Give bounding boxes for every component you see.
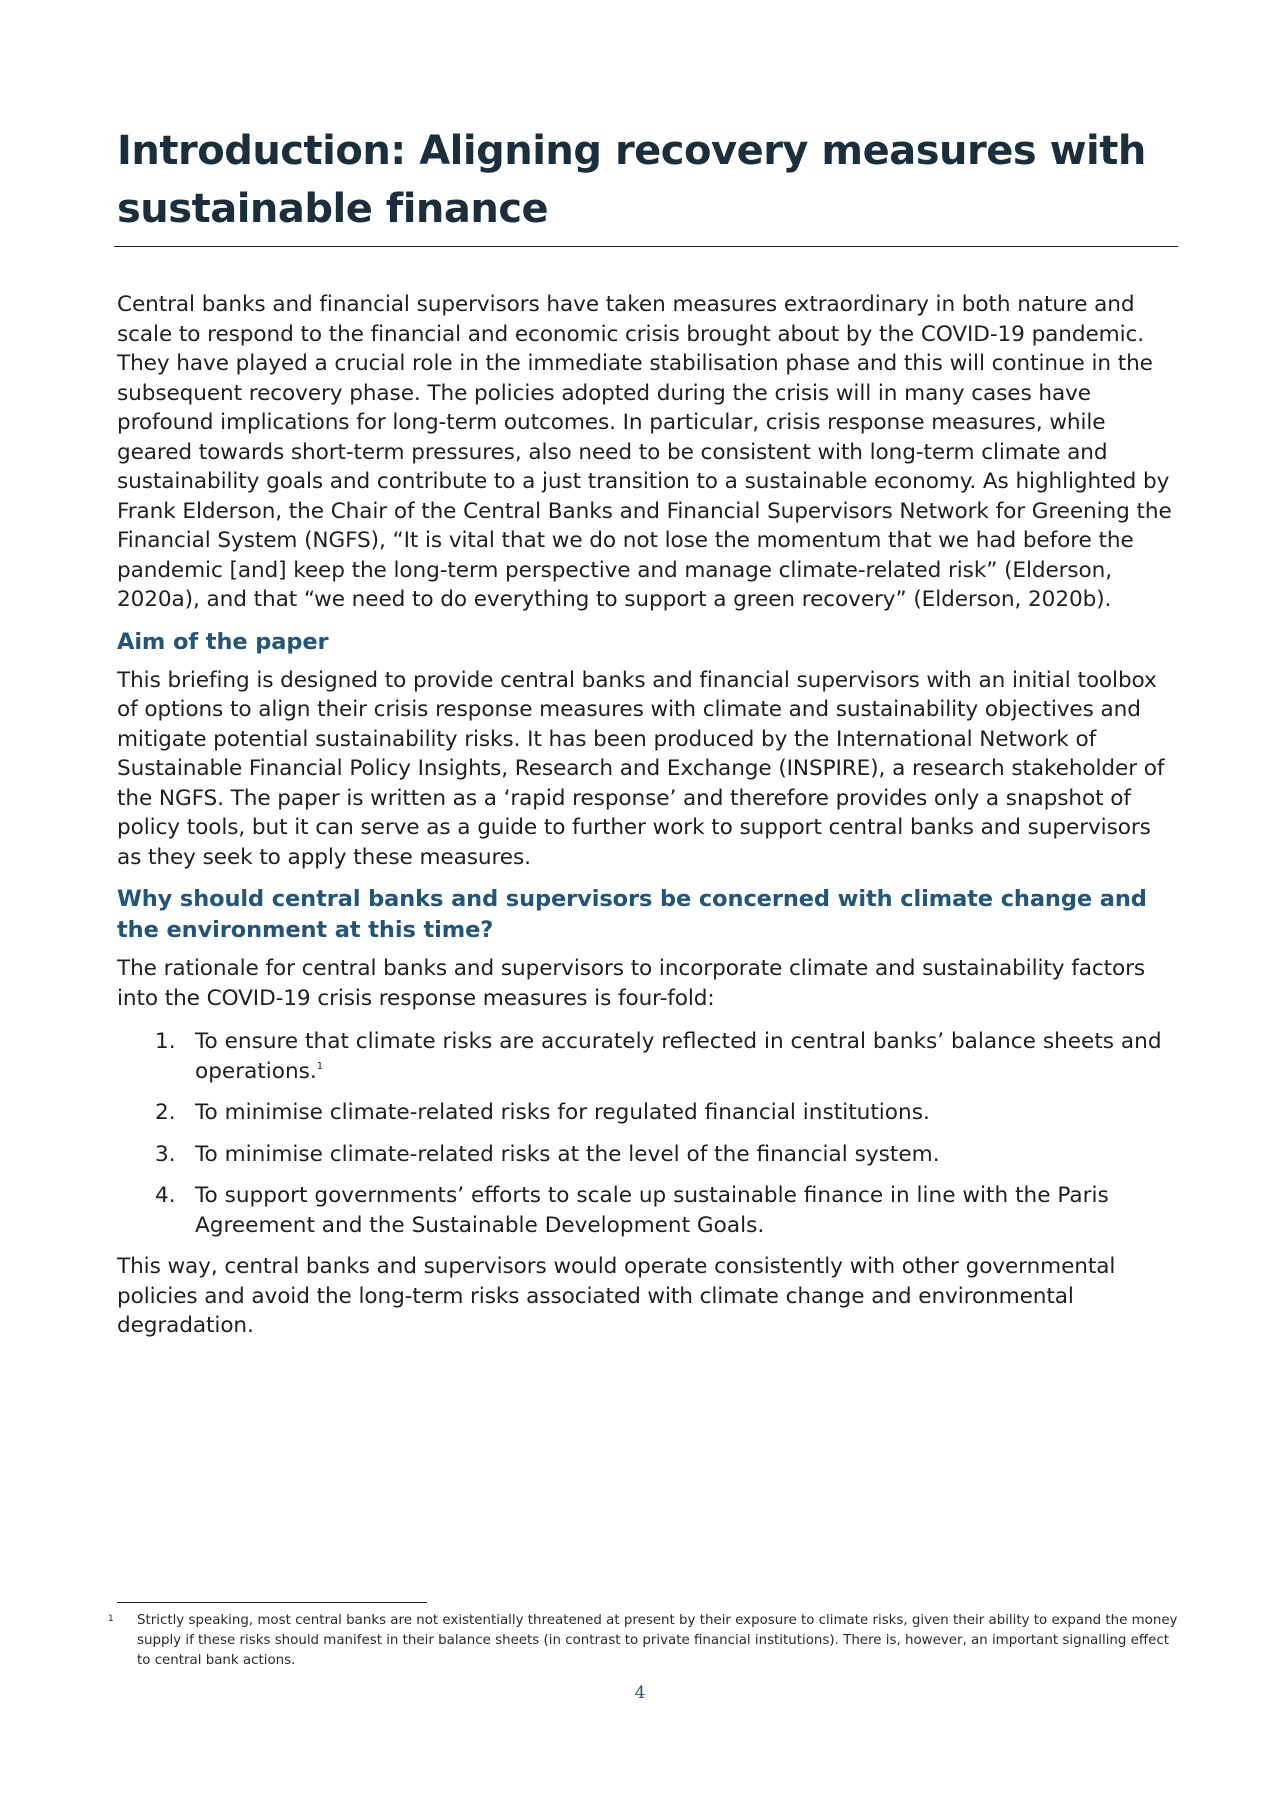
list-item [117,1027,1179,1086]
title-divider [114,246,1178,247]
list-item-text: To minimise climate-related risks at the level of the financial system. [195,1141,940,1167]
footnote-divider [117,1602,427,1603]
list-item-text: To minimise climate-related risks for regulated financial institutions. [195,1100,930,1125]
list-item-number: 2. [155,1100,176,1125]
list-item-number: 1. [155,1029,176,1054]
main-content [117,290,1179,1353]
closing-paragraph: This way, central banks and supervisors would operate consistently with other governmental policies and avoid the long-term risks associated with climate change and environmental degradation. [117,1254,1116,1338]
list-item [117,1140,1179,1170]
list-item-number: 4. [155,1183,176,1208]
list-item-text: To ensure that climate risks are accurately reflected in central banks’ balance sheets and operations. [195,1029,1162,1084]
aim-paragraph: This briefing is designed to provide central banks and financial supervisors with an initial toolbox of options to align their crisis response measures with climate and sustainability objectives and mitigate potential sustainability risks. It has been produced by the International Network of Sustainable Financial Policy Insights, Research and Exchange (INSPIRE), a research stakeholder of the NGFS. The paper is written as a ‘rapid response’ and therefore provides only a snapshot of policy tools, but it can serve as a guide to further work to support central banks and supervisors as they seek to apply these measures. [117,667,1165,870]
page-number: 4 [634,1683,646,1703]
footnote-reference[interactable]: 1 [316,1060,324,1072]
footnote [108,1611,1178,1671]
list-item [117,1181,1179,1240]
why-lead-paragraph: The rationale for central banks and supervisors to incorporate climate and sustainability factors into the COVID-19 crisis response measures is four-fold: [117,956,1146,1011]
list-item-number: 3. [155,1141,176,1167]
list-item [117,1098,1179,1128]
list-item-text: To support governments’ efforts to scale up sustainable finance in line with the Paris Agreement and the Sustainable Development Goals. [195,1183,1109,1238]
why-heading: Why should central banks and supervisors be concerned with climate change and the environment at this time? [117,886,1147,943]
aim-heading: Aim of the paper [117,628,329,655]
intro-paragraph: Central banks and financial supervisors have taken measures extraordinary in both nature and scale to respond to the financial and economic crisis brought about by the COVID-19 pandemic. They have played a crucial role in the immediate stabilisation phase and this will continue in the subsequent recovery phase. The policies adopted during the crisis will in many cases have profound implications for long-term outcomes. In particular, crisis response measures, while geared towards short-term pressures, also need to be consistent with long-term climate and sustainability goals and contribute to a just transition to a sustainable economy. As highlighted by Frank Elderson, the Chair of the Central Banks and Financial Supervisors Network for Greening the Financial System (NGFS), “It is vital that we do not lose the momentum that we had before the pandemic [and] keep the long-term perspective and manage climate-related risk” (Elderson, 2020a), and that “we need to do everything to support a green recovery” (Elderson, 2020b). [117,292,1172,612]
footnote-mark: 1 [108,1614,114,1624]
rationale-list [117,1027,1179,1240]
footnote-text: Strictly speaking, most central banks are not existentially threatened at present by their exposure to climate risks, given their ability to expand the money supply if these risks should manifest in their balance sheets (in contrast to private financial institutions). There is, however, an important signalling effect to central bank actions. [137,1613,1178,1668]
page-title: Introduction: Aligning recovery measures with sustainable finance [117,128,1146,232]
